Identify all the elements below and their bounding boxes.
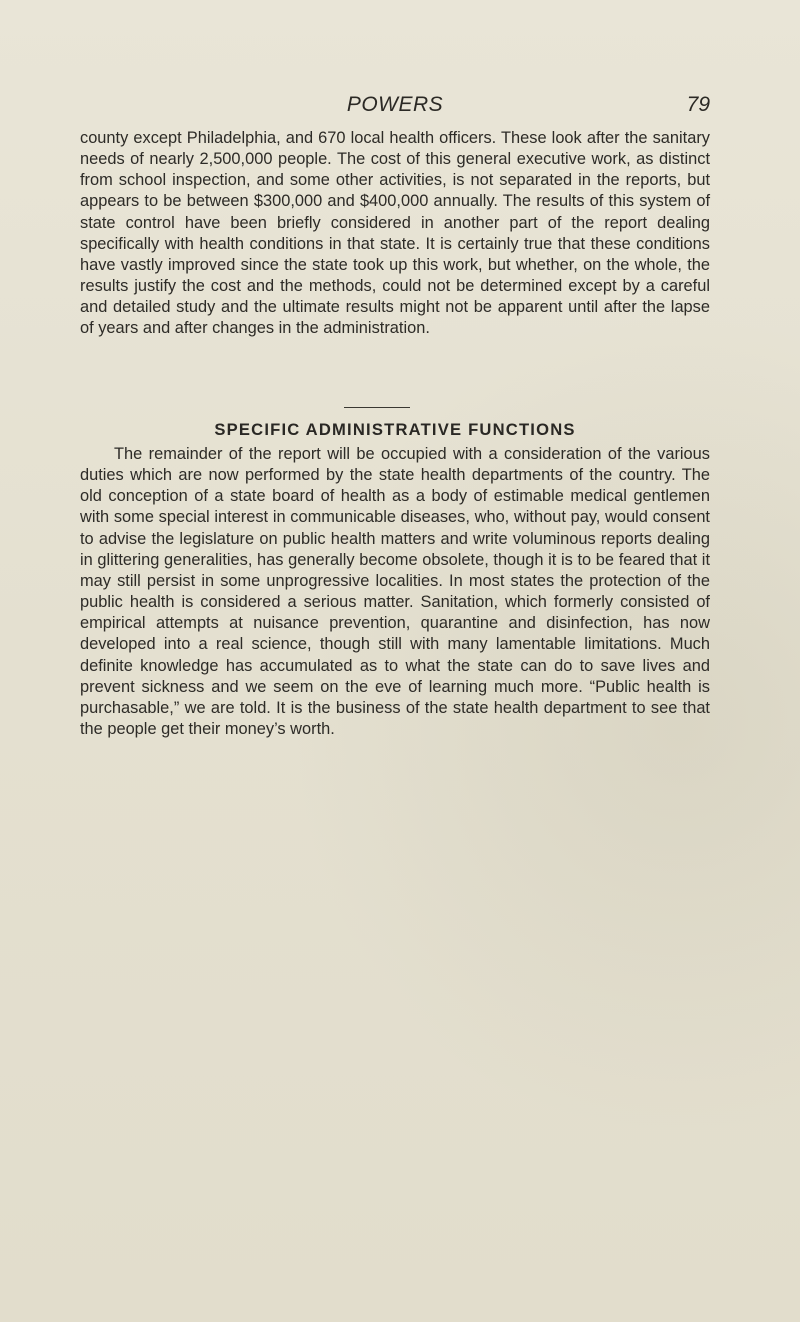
running-head [80,93,710,121]
section-heading: SPECIFIC ADMINISTRATIVE FUNCTIONS [214,420,576,439]
page-number: 79 [686,93,710,116]
section-divider [344,407,410,408]
paragraph-1: county except Philadelphia, and 670 local health officers. These look after the sanitary needs of nearly 2,500,000 people. The cost of this general executive work, as distinct from school inspection, and some other activities, is not separated in the reports, but appears to be between $300,000 and $400,000 annually. The results of this system of state control have been briefly considered in another part of the report dealing specifically with health conditions in that state. It is certainly true that these conditions have vastly improved since the state took up this work, but whether, on the whole, the results justify the cost and the methods, could not be determined except by a careful and detailed study and the ultimate results might not be apparent until after the lapse of years and after changes in the administration. [80,129,710,338]
paragraph-2-text: The remainder of the report will be occupied with a consideration of the various duties which are now performed by the state health departments of the country. The old conception of a state board of health as a body of estimable medical gentlemen with some special interest in communicable diseases, who, without pay, would consent to advise the legislature on public health matters and write voluminous reports dealing in glittering generalities, has generally become obsolete, though it is to be feared that it may still persist in some unprogressive localities. In most states the protection of the public health is considered a serious matter. Sanitation, which formerly consisted of empirical attempts at nuisance prevention, quarantine and disinfection, has now developed into a real science, though still with many lamentable limitations. Much definite knowledge has accumulated as to what the state can do to save lives and prevent sickness and we seem on the eve of learning much more. “Public health is purchasable,” we are told. It is the business of the state health department to see that the people get their money’s worth. [80,445,710,739]
paragraph-2 [80,444,710,740]
running-title: POWERS [346,93,444,116]
